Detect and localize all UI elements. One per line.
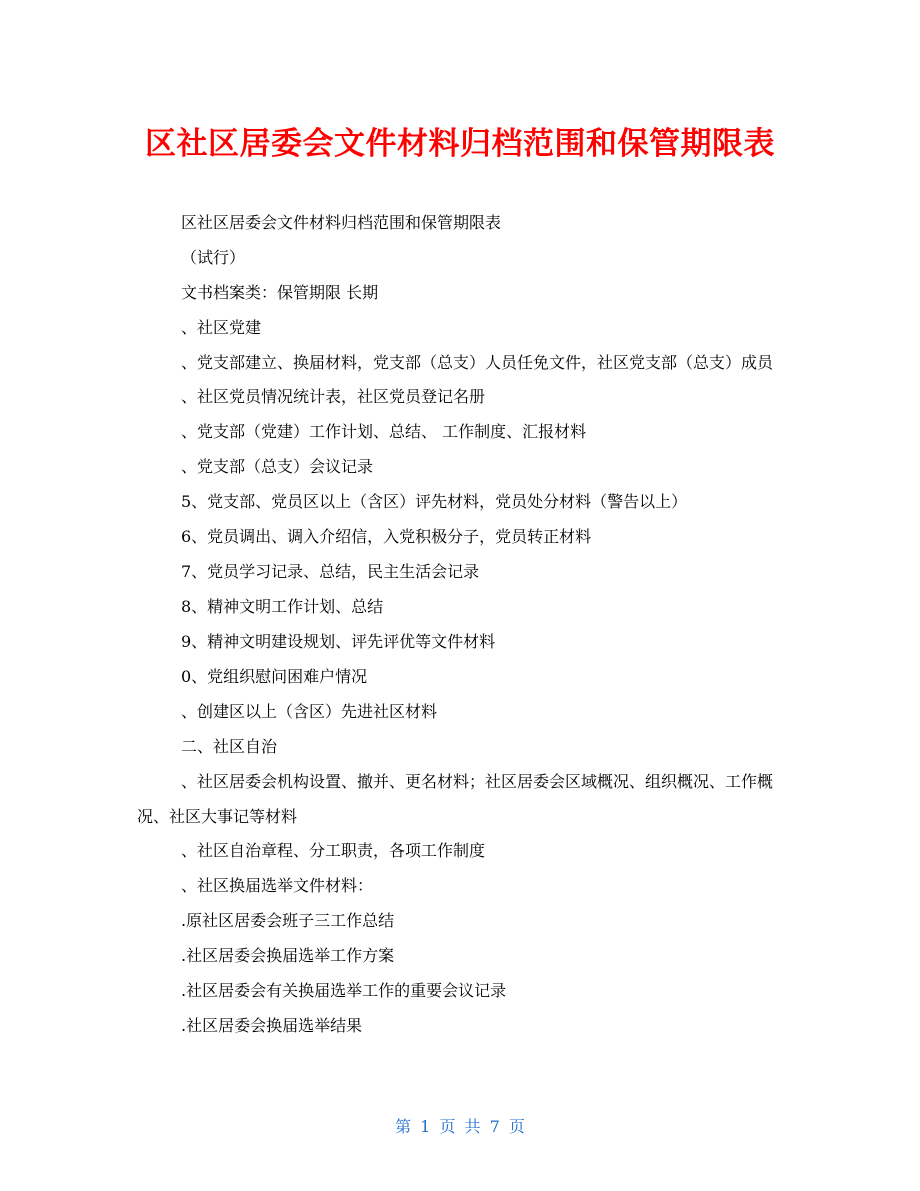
paragraph: 、党支部建立、换届材料，党支部（总支）人员任免文件，社区党支部（总支）成员 xyxy=(181,353,774,372)
document-title: 区社区居委会文件材料归档范围和保管期限表 xyxy=(145,126,775,162)
paragraph: 、社区换届选举文件材料： xyxy=(181,876,374,895)
paragraph: 0、党组织慰问困难户情况 xyxy=(181,667,368,686)
paragraph: .社区居委会换届选举工作方案 xyxy=(181,946,395,965)
paragraph: 、党支部（总支）会议记录 xyxy=(181,457,374,476)
paragraph: 、创建区以上（含区）先进社区材料 xyxy=(181,702,438,721)
paragraph: 5、党支部、党员区以上（含区）评先材料，党员处分材料（警告以上） xyxy=(181,492,688,511)
paragraph: 区社区居委会文件材料归档范围和保管期限表 xyxy=(181,213,502,232)
paragraph: .社区居委会有关换届选举工作的重要会议记录 xyxy=(181,981,507,1000)
paragraph: 二、社区自治 xyxy=(181,737,278,756)
paragraph: 9、精神文明建设规划、评先评优等文件材料 xyxy=(181,632,496,651)
paragraph: 7、党员学习记录、总结，民主生活会记录 xyxy=(181,562,480,581)
paragraph: 文书档案类：保管期限 长期 xyxy=(181,283,379,302)
paragraph: （试行） xyxy=(181,248,246,267)
paragraph: .原社区居委会班子三工作总结 xyxy=(181,911,395,930)
page-number-footer: 第 1 页 共 7 页 xyxy=(395,1117,525,1136)
paragraph: .社区居委会换届选举结果 xyxy=(181,1016,363,1035)
paragraph: 、党支部（党建）工作计划、总结、 工作制度、汇报材料 xyxy=(181,422,587,441)
paragraph: 、社区自治章程、分工职责，各项工作制度 xyxy=(181,841,486,860)
paragraph: 6、党员调出、调入介绍信，入党积极分子，党员转正材料 xyxy=(181,527,592,546)
paragraph: 、社区党建 xyxy=(181,318,262,337)
document-body xyxy=(137,213,781,1051)
paragraph: 8、精神文明工作计划、总结 xyxy=(181,597,384,616)
paragraph: 、社区党员情况统计表，社区党员登记名册 xyxy=(181,387,486,406)
paragraph: 、社区居委会机构设置、撤并、更名材料；社区居委会区域概况、组织概况、工作概况、社区大事记等材料 xyxy=(137,772,774,826)
